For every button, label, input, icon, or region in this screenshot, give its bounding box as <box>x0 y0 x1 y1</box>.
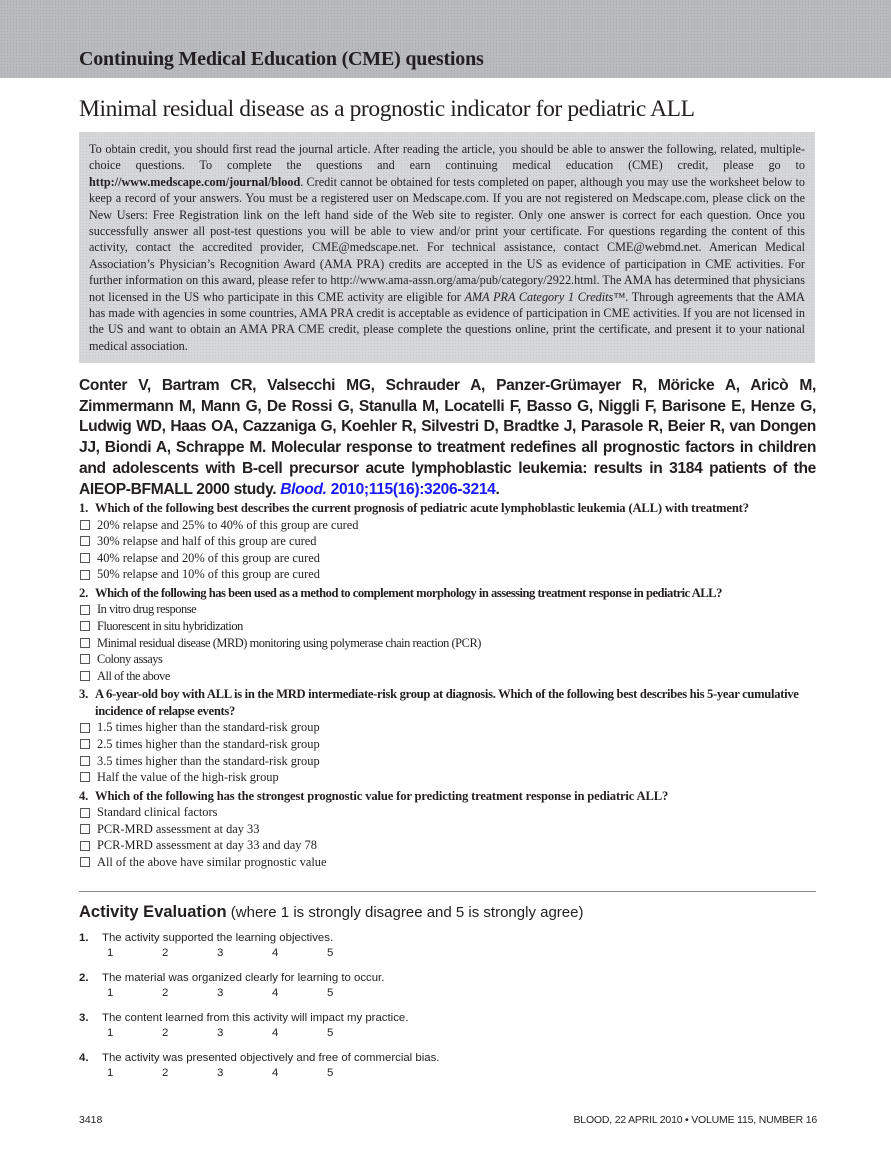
evaluation-statement: The content learned from this activity will impact my practice. <box>102 1012 409 1024</box>
evaluation-statement: The activity was presented objectively and free of commercial bias. <box>102 1052 440 1064</box>
question-4 <box>79 788 819 871</box>
evaluation-item-4 <box>79 1051 819 1081</box>
evaluation-number: 4. <box>79 1052 89 1064</box>
activity-evaluation <box>79 902 819 1091</box>
answer-option[interactable] <box>79 533 819 550</box>
evaluation-item-1 <box>79 931 819 961</box>
rating-option-3[interactable]: 3 <box>217 1027 224 1039</box>
question-text: Which of the following best describes the current prognosis of pediatric acute lymphoblastic leukemia (ALL) with treatment? <box>95 501 749 515</box>
rating-scale <box>79 1065 819 1081</box>
option-label: PCR-MRD assessment at day 33 <box>97 821 260 836</box>
answer-option[interactable] <box>79 804 819 821</box>
option-label: All of the above <box>97 668 170 683</box>
instructions-text-2: . Credit cannot be obtained for tests completed on paper, although you may use the worksheet below to keep a record of your answers. You must be a registered user on Medscape.com. If you are not registered on Medscape.com, please click on the New Users: Free Registration link on the left hand side of the Web site to register. Only one answer is correct for each question. Once you successfully answer all post-test questions you will be able to view and/or print your certificate. For questions regarding the content of this activity, contact the accredited provider, CME@medscape.net. For technical assistance, contact CME@webmd.net. American Medical Association’s Physician’s Recognition Award (AMA PRA) credits are accepted in the US as evidence of participation in CME activities. For further information on this award, please refer to http://www.ama-assn.org/ama/pub/category/2922.html. The AMA has determined that physicians not licensed in the US who participate in this CME activity are eligible for <box>89 174 805 304</box>
checkbox-icon[interactable] <box>80 553 90 563</box>
question-text: Which of the following has the strongest prognostic value for predicting treatment response in pediatric ALL? <box>95 788 669 803</box>
option-label: In vitro drug response <box>97 602 197 617</box>
option-label: Standard clinical factors <box>97 805 218 820</box>
rating-scale <box>79 985 819 1001</box>
evaluation-number: 3. <box>79 1012 89 1024</box>
rating-option-5[interactable]: 5 <box>327 947 334 959</box>
question-number: 3. <box>79 687 89 702</box>
rating-option-3[interactable]: 3 <box>217 987 224 999</box>
checkbox-icon[interactable] <box>80 841 90 851</box>
rating-option-1[interactable]: 1 <box>107 947 114 959</box>
question-2 <box>79 585 819 684</box>
rating-option-5[interactable]: 5 <box>327 1067 334 1079</box>
option-label: Colony assays <box>97 652 163 667</box>
question-number: 4. <box>79 788 89 803</box>
rating-option-5[interactable]: 5 <box>327 1027 334 1039</box>
rating-option-3[interactable]: 3 <box>217 1067 224 1079</box>
instructions-text-1: To obtain credit, you should first read the journal article. After reading the article, you should be able to answer the following, related, multiple-choice questions. To complete the questions and earn continuing medical education (CME) credit, please go to <box>89 142 805 173</box>
option-label: All of the above have similar prognostic value <box>97 855 327 869</box>
answer-option[interactable] <box>79 550 819 567</box>
checkbox-icon[interactable] <box>80 857 90 867</box>
option-label: Minimal residual disease (MRD) monitoring using polymerase chain reaction (PCR) <box>97 635 481 650</box>
citation-journal-link[interactable]: Blood. <box>280 480 327 498</box>
evaluation-number: 2. <box>79 972 89 984</box>
option-label: 3.5 times higher than the standard-risk group <box>97 753 320 768</box>
answer-option[interactable] <box>79 736 819 753</box>
rating-scale <box>79 945 819 961</box>
checkbox-icon[interactable] <box>80 772 90 782</box>
rating-option-2[interactable]: 2 <box>162 987 169 999</box>
answer-option[interactable] <box>79 719 819 736</box>
answer-option[interactable] <box>79 837 819 854</box>
answer-option[interactable] <box>79 635 819 652</box>
checkbox-icon[interactable] <box>80 723 90 733</box>
answer-option[interactable] <box>79 753 819 770</box>
rating-option-2[interactable]: 2 <box>162 1067 169 1079</box>
checkbox-icon[interactable] <box>80 638 90 648</box>
option-label: 40% relapse and 20% of this group are cured <box>97 550 320 565</box>
journal-info: BLOOD, 22 APRIL 2010 • VOLUME 115, NUMBER 16 <box>573 1114 817 1126</box>
checkbox-icon[interactable] <box>80 756 90 766</box>
option-label: 20% relapse and 25% to 40% of this group are cured <box>97 517 359 532</box>
article-citation <box>79 376 816 500</box>
rating-option-1[interactable]: 1 <box>107 987 114 999</box>
option-label: PCR-MRD assessment at day 33 and day 78 <box>97 838 317 853</box>
medscape-link[interactable]: http://www.medscape.com/journal/blood <box>89 174 301 189</box>
question-3 <box>79 686 819 785</box>
answer-option[interactable] <box>79 668 819 685</box>
question-number: 1. <box>79 501 89 515</box>
checkbox-icon[interactable] <box>80 520 90 530</box>
answer-option[interactable] <box>79 854 819 871</box>
citation-end: . <box>495 480 500 498</box>
question-text: A 6-year-old boy with ALL is in the MRD intermediate-risk group at diagnosis. Which of the following best describes his 5-year cumulative incidence of relapse events? <box>95 687 799 718</box>
header-band <box>0 0 891 78</box>
instructions-text-3: . Through agreements that the AMA has made with agencies in some countries, AMA PRA credit is acceptable as evidence of participation in CME activities. If you are not licensed in the US and want to obtain an AMA PRA CME credit, please complete the questions online, print the certificate, and present it to your national medical association. <box>89 289 805 353</box>
answer-option[interactable] <box>79 618 819 635</box>
checkbox-icon[interactable] <box>80 605 90 615</box>
evaluation-item-2 <box>79 971 819 1001</box>
question-list <box>79 500 819 871</box>
option-label: Fluorescent in situ hybridization <box>97 618 243 633</box>
answer-option[interactable] <box>79 517 819 534</box>
answer-option[interactable] <box>79 651 819 668</box>
rating-option-1[interactable]: 1 <box>107 1027 114 1039</box>
rating-option-4[interactable]: 4 <box>272 987 279 999</box>
rating-scale <box>79 1025 819 1041</box>
evaluation-subtitle: (where 1 is strongly disagree and 5 is strongly agree) <box>226 904 584 921</box>
page-number: 3418 <box>79 1114 103 1126</box>
checkbox-icon[interactable] <box>80 808 90 818</box>
rating-option-4[interactable]: 4 <box>272 947 279 959</box>
citation-reference-link[interactable]: 2010;115(16):3206-3214 <box>326 480 496 498</box>
rating-option-4[interactable]: 4 <box>272 1067 279 1079</box>
question-text: Which of the following has been used as a method to complement morphology in assessing treatment response in pediatric ALL? <box>95 585 722 600</box>
question-number: 2. <box>79 585 89 600</box>
checkbox-icon[interactable] <box>80 824 90 834</box>
answer-option[interactable] <box>79 601 819 618</box>
credits-name: AMA PRA Category 1 Credits™ <box>464 289 626 304</box>
option-label: 50% relapse and 10% of this group are cured <box>97 567 320 582</box>
rating-option-4[interactable]: 4 <box>272 1027 279 1039</box>
evaluation-number: 1. <box>79 932 89 944</box>
rating-option-2[interactable]: 2 <box>162 947 169 959</box>
option-label: 2.5 times higher than the standard-risk group <box>97 736 320 751</box>
rating-option-1[interactable]: 1 <box>107 1067 114 1079</box>
page-title: Minimal residual disease as a prognostic indicator for pediatric ALL <box>79 96 695 122</box>
evaluation-item-3 <box>79 1011 819 1041</box>
checkbox-icon[interactable] <box>80 739 90 749</box>
instructions-box <box>79 132 815 363</box>
checkbox-icon[interactable] <box>80 621 90 631</box>
evaluation-title: Activity Evaluation <box>79 903 227 921</box>
rating-option-5[interactable]: 5 <box>327 987 334 999</box>
evaluation-statement: The material was organized clearly for learning to occur. <box>102 972 385 984</box>
option-label: Half the value of the high-risk group <box>97 770 279 785</box>
citation-authors-title: Conter V, Bartram CR, Valsecchi MG, Schrauder A, Panzer-Grümayer R, Möricke A, Aricò M, Zimmermann M, Mann G, De Rossi G, Stanulla M, Locatelli F, Basso G, Niggli F, Barisone E, Henze G, Ludwig WD, Haas OA, Cazzaniga G, Koehler R, Silvestri D, Bradtke J, Parasole R, Beier R, van Dongen JJ, Biondi A, Schrappe M. Molecular response to treatment redefines all prognostic factors in children and adolescents with B-cell precursor acute lymphoblastic leukemia: results in 3184 patients of the AIEOP-BFMALL 2000 study. <box>79 377 816 498</box>
rating-option-2[interactable]: 2 <box>162 1027 169 1039</box>
option-label: 30% relapse and half of this group are cured <box>97 534 317 549</box>
checkbox-icon[interactable] <box>80 654 90 664</box>
evaluation-statement: The activity supported the learning objectives. <box>102 932 334 944</box>
answer-option[interactable] <box>79 769 819 786</box>
section-title: Continuing Medical Education (CME) questions <box>79 48 484 70</box>
section-divider <box>79 891 816 892</box>
rating-option-3[interactable]: 3 <box>217 947 224 959</box>
answer-option[interactable] <box>79 566 819 583</box>
checkbox-icon[interactable] <box>80 570 90 580</box>
option-label: 1.5 times higher than the standard-risk group <box>97 720 320 735</box>
question-1 <box>79 500 819 583</box>
checkbox-icon[interactable] <box>80 671 90 681</box>
checkbox-icon[interactable] <box>80 536 90 546</box>
answer-option[interactable] <box>79 821 819 838</box>
